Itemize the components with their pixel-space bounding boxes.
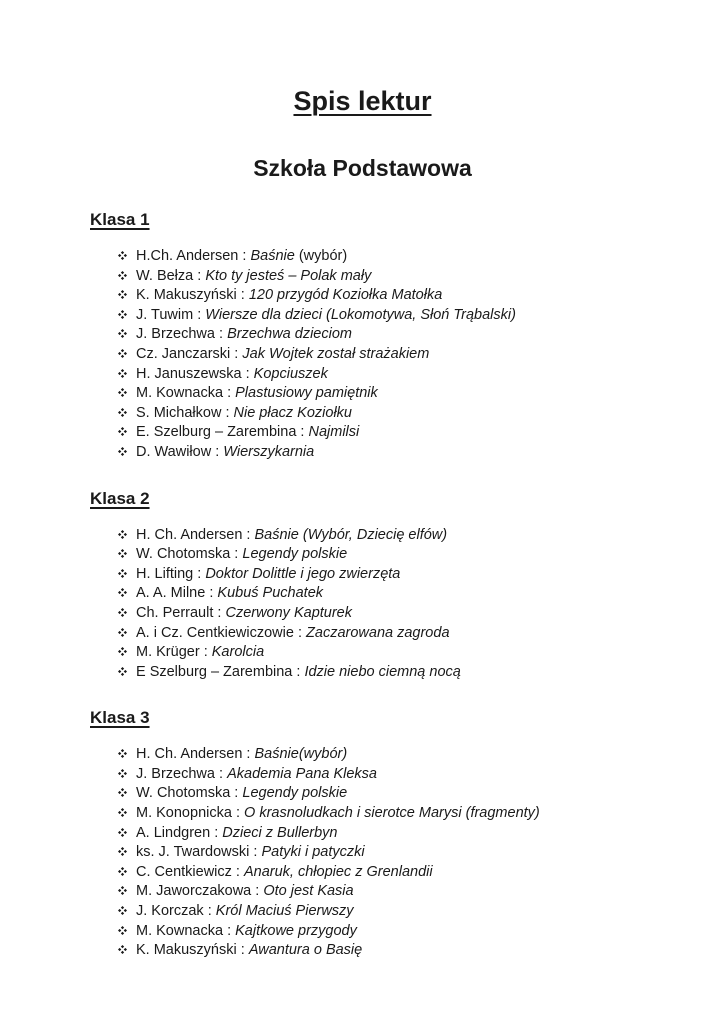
four-diamonds-bullet-icon xyxy=(118,624,128,644)
item-separator: : xyxy=(251,883,264,900)
item-author: W. Bełza xyxy=(136,267,194,284)
item-text xyxy=(136,766,377,782)
item-separator: : xyxy=(242,746,255,763)
item-author: M. Kownacka xyxy=(136,922,224,939)
item-author: A. i Cz. Centkiewiczowie xyxy=(136,624,294,641)
list-item xyxy=(118,443,725,463)
item-separator: : xyxy=(230,546,243,563)
four-diamonds-bullet-icon xyxy=(118,804,128,824)
class-section xyxy=(90,489,725,683)
item-separator: : xyxy=(231,805,245,822)
four-diamonds-bullet-icon xyxy=(118,345,128,365)
four-diamonds-bullet-icon xyxy=(118,247,128,267)
four-diamonds-bullet-icon xyxy=(118,404,128,424)
list-item xyxy=(118,267,725,287)
item-author: Cz. Janczarski xyxy=(136,345,231,362)
reading-list xyxy=(90,526,725,683)
list-item xyxy=(118,325,725,345)
item-separator: : xyxy=(292,663,305,680)
item-separator: : xyxy=(199,644,212,661)
four-diamonds-bullet-icon xyxy=(118,526,128,546)
four-diamonds-bullet-icon xyxy=(118,604,128,624)
four-diamonds-bullet-icon xyxy=(118,765,128,785)
item-title: Legendy polskie xyxy=(242,785,348,802)
list-item xyxy=(118,526,725,546)
class-section xyxy=(90,210,725,463)
four-diamonds-bullet-icon xyxy=(118,565,128,585)
section-heading: Klasa 3 xyxy=(90,708,150,728)
list-item xyxy=(118,922,725,942)
four-diamonds-bullet-icon xyxy=(118,286,128,306)
item-author: M. Krüger xyxy=(136,644,200,661)
item-separator: : xyxy=(210,824,223,841)
four-diamonds-bullet-icon xyxy=(118,423,128,443)
item-text xyxy=(136,326,352,342)
four-diamonds-bullet-icon xyxy=(118,384,128,404)
four-diamonds-bullet-icon xyxy=(118,443,128,463)
item-separator: : xyxy=(242,526,255,543)
document-subtitle: Szkoła Podstawowa xyxy=(253,155,472,181)
item-text xyxy=(136,366,328,382)
item-title: Król Maciuś Pierwszy xyxy=(215,903,354,920)
item-separator: : xyxy=(293,624,307,641)
item-separator: : xyxy=(230,785,243,802)
list-item xyxy=(118,941,725,961)
item-title: Brzechwa dzieciom xyxy=(227,326,352,343)
item-separator: : xyxy=(241,365,254,382)
list-item xyxy=(118,745,725,765)
item-text xyxy=(136,566,400,582)
item-separator: : xyxy=(203,903,216,920)
item-text xyxy=(136,527,447,543)
item-title: Kto ty jesteś – Polak mały xyxy=(205,267,372,284)
list-item xyxy=(118,604,725,624)
four-diamonds-bullet-icon xyxy=(118,941,128,961)
item-text xyxy=(136,385,378,401)
list-item xyxy=(118,624,725,644)
four-diamonds-bullet-icon xyxy=(118,545,128,565)
item-author: Ch. Perrault xyxy=(136,604,214,621)
item-separator: : xyxy=(238,248,251,264)
four-diamonds-bullet-icon xyxy=(118,365,128,385)
item-author: J. Brzechwa xyxy=(136,326,215,343)
four-diamonds-bullet-icon xyxy=(118,843,128,863)
item-author: K. Makuszyński xyxy=(136,287,237,304)
four-diamonds-bullet-icon xyxy=(118,922,128,942)
list-item xyxy=(118,306,725,326)
item-text xyxy=(136,844,365,860)
four-diamonds-bullet-icon xyxy=(118,643,128,663)
item-separator: : xyxy=(230,345,243,362)
item-title: Legendy polskie xyxy=(242,546,348,563)
item-title: Najmilsi xyxy=(308,424,360,441)
item-author: J. Tuwim xyxy=(136,306,194,323)
item-title: Jak Wojtek został strażakiem xyxy=(242,345,430,362)
four-diamonds-bullet-icon xyxy=(118,902,128,922)
list-item xyxy=(118,584,725,604)
item-title: Wiersze dla dzieci (Lokomotywa, Słoń Trąbalski) xyxy=(205,306,516,323)
item-author: K. Makuszyński xyxy=(136,942,237,959)
item-title: Czerwony Kapturek xyxy=(225,604,352,621)
item-title: Plastusiowy pamiętnik xyxy=(235,385,378,402)
list-item xyxy=(118,247,725,267)
item-title: Akademia Pana Kleksa xyxy=(227,765,377,782)
item-author: A. A. Milne xyxy=(136,585,206,602)
item-title: Anaruk, chłopiec z Grenlandii xyxy=(243,863,433,880)
list-item xyxy=(118,384,725,404)
item-title: Wierszykarnia xyxy=(223,443,315,460)
four-diamonds-bullet-icon xyxy=(118,663,128,683)
item-separator: : xyxy=(214,765,228,782)
four-diamonds-bullet-icon xyxy=(118,863,128,883)
item-text xyxy=(136,942,362,958)
four-diamonds-bullet-icon xyxy=(118,784,128,804)
four-diamonds-bullet-icon xyxy=(118,824,128,844)
item-text xyxy=(136,605,352,621)
class-section xyxy=(90,708,725,961)
item-text xyxy=(136,825,338,841)
item-text xyxy=(136,585,323,601)
item-author: W. Chotomska xyxy=(136,546,231,563)
item-text xyxy=(136,785,347,801)
item-author: C. Centkiewicz xyxy=(136,863,232,880)
item-author: H. Ch. Andersen xyxy=(136,746,243,763)
four-diamonds-bullet-icon xyxy=(118,325,128,345)
item-text xyxy=(136,546,347,562)
list-item xyxy=(118,824,725,844)
section-heading: Klasa 2 xyxy=(90,488,150,508)
list-item xyxy=(118,423,725,443)
item-title: Baśnie xyxy=(250,248,295,264)
item-title: Awantura o Basię xyxy=(248,942,363,959)
item-separator: : xyxy=(193,306,206,323)
list-item xyxy=(118,545,725,565)
item-author: W. Chotomska xyxy=(136,785,231,802)
item-separator: : xyxy=(236,942,249,959)
item-separator: : xyxy=(296,424,309,441)
item-text xyxy=(136,444,314,460)
list-item xyxy=(118,882,725,902)
item-title: Oto jest Kasia xyxy=(263,883,354,900)
item-separator: : xyxy=(231,863,244,880)
list-item xyxy=(118,804,725,824)
item-text xyxy=(136,405,352,421)
list-item xyxy=(118,286,725,306)
list-item xyxy=(118,345,725,365)
item-author: J. Brzechwa xyxy=(136,765,215,782)
list-item xyxy=(118,404,725,424)
item-title: Kajtkowe przygody xyxy=(235,922,357,939)
item-separator: : xyxy=(193,565,206,582)
item-text xyxy=(136,883,354,899)
item-author: E. Szelburg – Zarembina xyxy=(136,424,297,441)
item-separator: : xyxy=(211,443,224,460)
item-author: A. Lindgren xyxy=(136,824,211,841)
item-title: Dzieci z Bullerbyn xyxy=(222,824,338,841)
item-author: E Szelburg – Zarembina xyxy=(136,663,293,680)
list-item xyxy=(118,784,725,804)
item-text xyxy=(136,664,461,680)
list-item xyxy=(118,902,725,922)
item-author: M. Kownacka xyxy=(136,385,224,402)
item-text xyxy=(136,805,540,821)
item-text xyxy=(136,307,516,323)
item-text xyxy=(136,268,371,284)
sections-container xyxy=(90,210,725,961)
list-item xyxy=(118,765,725,785)
item-author: H.Ch. Andersen xyxy=(136,248,239,264)
item-separator: : xyxy=(214,326,228,343)
item-separator: : xyxy=(221,404,234,421)
item-title: Nie płacz Koziołku xyxy=(233,404,352,421)
item-title: O krasnoludkach i sierotce Marysi (fragmenty) xyxy=(244,805,540,822)
item-title: Kopciuszek xyxy=(253,365,328,382)
four-diamonds-bullet-icon xyxy=(118,306,128,326)
item-separator: : xyxy=(213,604,226,621)
item-author: H. Januszewska xyxy=(136,365,242,382)
item-author: H. Lifting xyxy=(136,565,194,582)
item-separator: : xyxy=(223,385,236,402)
item-separator: : xyxy=(249,844,262,861)
list-item xyxy=(118,565,725,585)
item-author: D. Wawiłow xyxy=(136,443,212,460)
section-heading: Klasa 1 xyxy=(90,210,150,229)
item-separator: : xyxy=(205,585,218,602)
reading-list xyxy=(90,247,725,463)
item-author: M. Konopnicka xyxy=(136,805,232,822)
item-title: Patyki i patyczki xyxy=(261,844,365,861)
item-text xyxy=(136,864,433,880)
four-diamonds-bullet-icon xyxy=(118,584,128,604)
item-text xyxy=(136,923,357,939)
item-text xyxy=(136,746,347,762)
list-item xyxy=(118,643,725,663)
list-item xyxy=(118,365,725,385)
list-item xyxy=(118,843,725,863)
item-title: Zaczarowana zagroda xyxy=(306,624,450,641)
reading-list xyxy=(90,745,725,961)
item-title: Baśnie (Wybór, Dziecię elfów) xyxy=(254,526,448,543)
item-title: Idzie niebo ciemną nocą xyxy=(304,663,461,680)
item-author: H. Ch. Andersen xyxy=(136,526,243,543)
item-separator: : xyxy=(236,287,249,304)
list-item xyxy=(118,863,725,883)
item-separator: : xyxy=(193,267,206,284)
item-author: M. Jaworczakowa xyxy=(136,883,252,900)
item-title: 120 przygód Koziołka Matołka xyxy=(248,287,443,304)
item-text xyxy=(136,625,450,641)
item-text xyxy=(136,903,354,919)
list-item xyxy=(118,663,725,683)
item-title: Doktor Dolittle i jego zwierzęta xyxy=(205,565,401,582)
item-text xyxy=(136,287,442,303)
item-title: Karolcia xyxy=(211,644,265,661)
four-diamonds-bullet-icon xyxy=(118,745,128,765)
item-title: Kubuś Puchatek xyxy=(217,585,324,602)
item-author: J. Korczak xyxy=(136,903,204,920)
item-text xyxy=(136,424,359,440)
item-author: S. Michałkow xyxy=(136,404,222,421)
item-text xyxy=(136,644,264,660)
document-title: Spis lektur xyxy=(293,86,432,116)
item-text xyxy=(136,346,429,362)
four-diamonds-bullet-icon xyxy=(118,267,128,287)
item-author: ks. J. Twardowski xyxy=(136,844,250,861)
item-title: Baśnie(wybór) xyxy=(254,746,348,763)
item-suffix: (wybór) xyxy=(294,248,348,264)
four-diamonds-bullet-icon xyxy=(118,882,128,902)
item-separator: : xyxy=(223,922,236,939)
item-text xyxy=(136,248,347,264)
